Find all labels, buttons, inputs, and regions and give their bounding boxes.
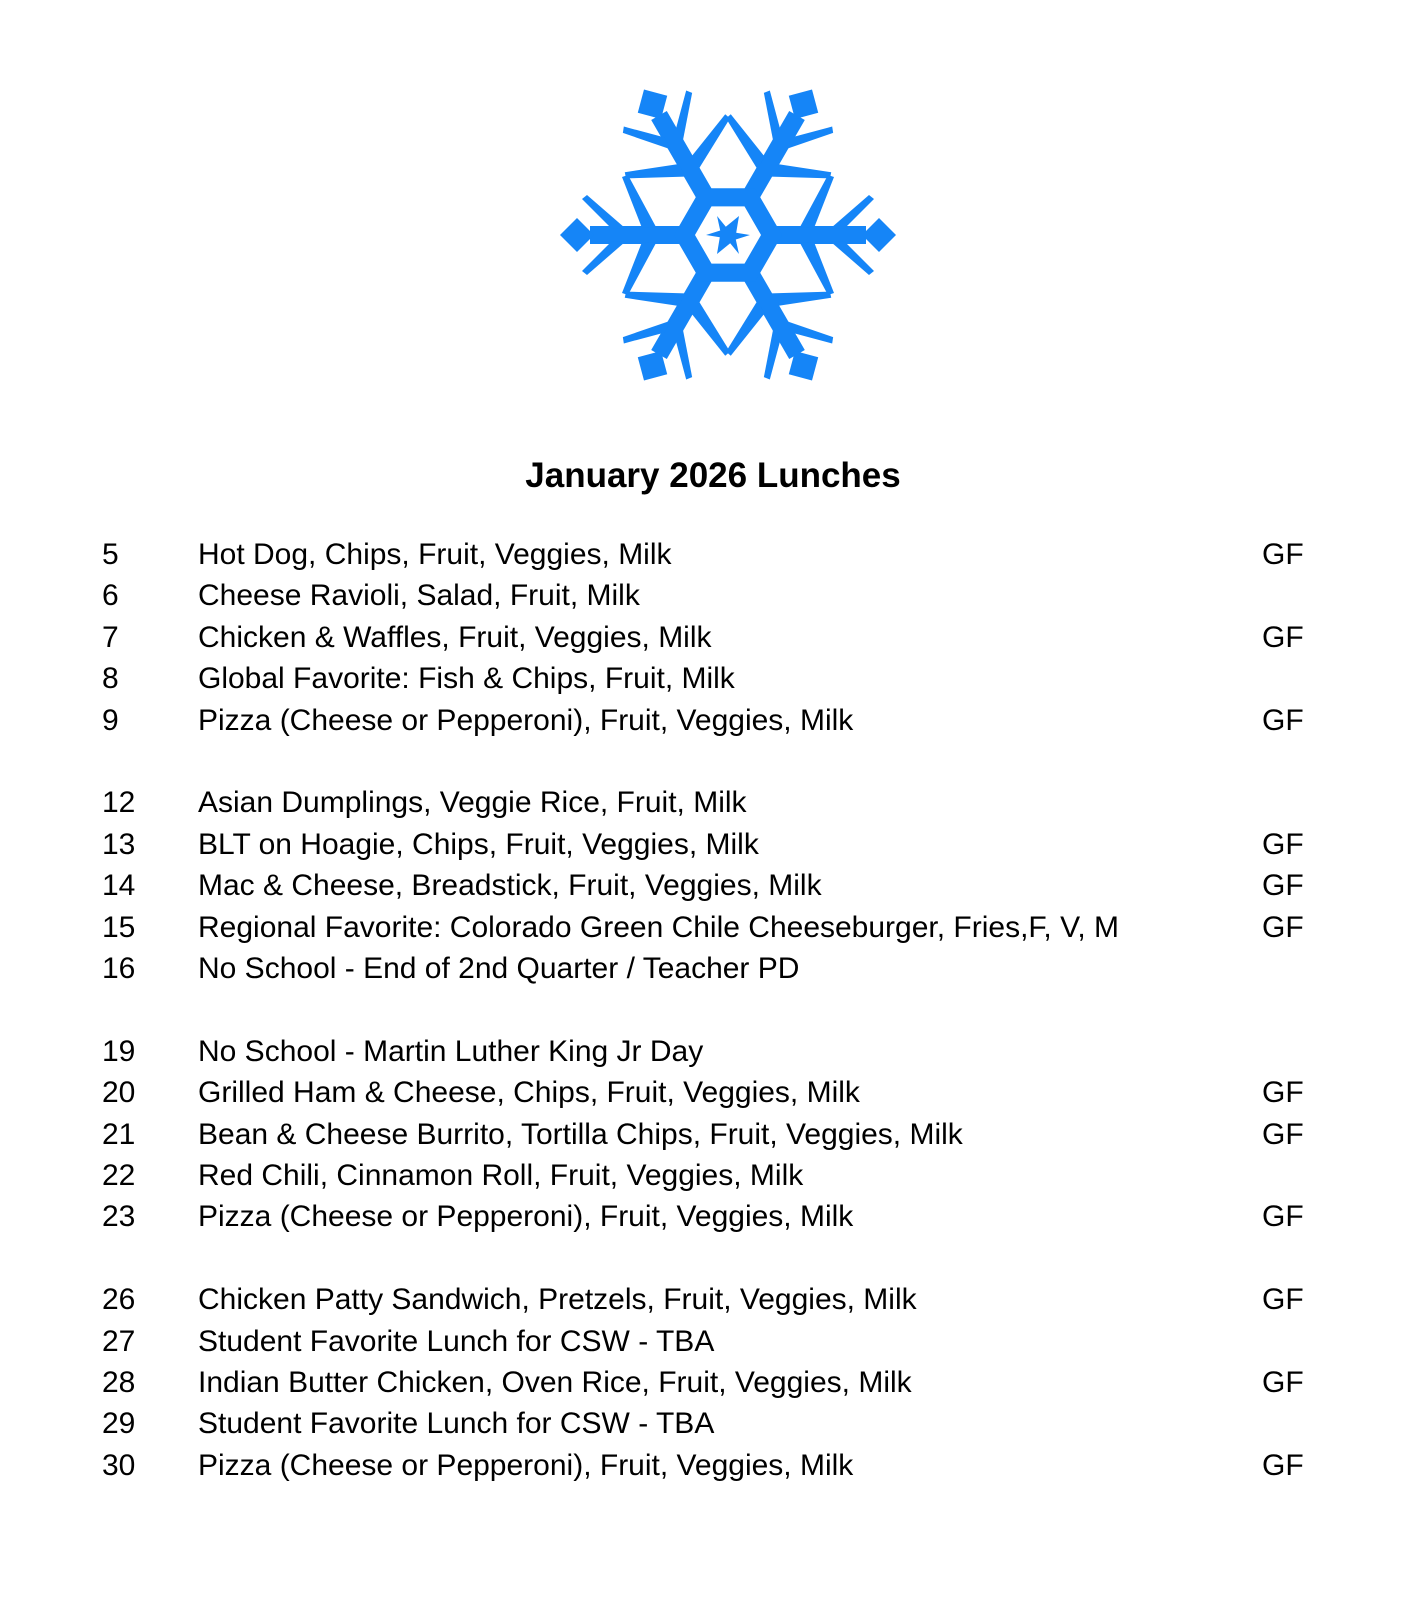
lunch-day: 12 [102, 786, 136, 820]
lunch-menu-text: Chicken & Waffles, Fruit, Veggies, Milk [198, 620, 712, 654]
lunch-row [0, 1155, 1426, 1197]
lunch-row [0, 1114, 1426, 1156]
lunch-menu-text: Asian Dumplings, Veggie Rice, Fruit, Milk [198, 786, 747, 820]
gluten-free-marker: GF [1262, 620, 1304, 654]
lunch-day: 5 [102, 538, 119, 571]
lunch-day: 26 [102, 1283, 136, 1317]
lunch-menu-text: Pizza (Cheese or Pepperoni), Fruit, Veggies, Milk [198, 1200, 854, 1234]
lunch-row [0, 534, 1426, 576]
lunch-row [0, 1279, 1426, 1321]
lunch-menu-text: Student Favorite Lunch for CSW - TBA [198, 1324, 715, 1358]
lunch-row [0, 948, 1426, 990]
lunch-day: 7 [102, 620, 119, 654]
lunch-row [0, 575, 1426, 617]
lunch-row [0, 1031, 1426, 1073]
lunch-day: 23 [102, 1200, 136, 1234]
lunch-row [0, 1196, 1426, 1238]
lunch-menu-text: Bean & Cheese Burrito, Tortilla Chips, Fruit, Veggies, Milk [198, 1117, 963, 1151]
lunch-day: 9 [102, 703, 119, 737]
lunch-menu-text: Red Chili, Cinnamon Roll, Fruit, Veggies, Milk [198, 1159, 804, 1192]
gluten-free-marker: GF [1262, 1366, 1304, 1399]
lunch-menu-text: Indian Butter Chicken, Oven Rice, Fruit, Veggies, Milk [198, 1366, 912, 1399]
lunch-menu-text: Hot Dog, Chips, Fruit, Veggies, Milk [198, 538, 672, 571]
lunch-day: 15 [102, 910, 136, 944]
lunch-day: 21 [102, 1117, 136, 1151]
gluten-free-marker: GF [1262, 910, 1304, 944]
lunch-row [0, 700, 1426, 742]
lunch-day: 13 [102, 827, 136, 861]
gluten-free-marker: GF [1262, 1076, 1304, 1110]
lunch-day: 22 [102, 1159, 136, 1192]
lunch-menu-text: Global Favorite: Fish & Chips, Fruit, Milk [198, 662, 735, 696]
lunch-row [0, 907, 1426, 949]
gluten-free-marker: GF [1262, 869, 1304, 903]
lunch-row [0, 617, 1426, 659]
lunch-row [0, 865, 1426, 907]
lunch-row [0, 1362, 1426, 1404]
lunch-day: 20 [102, 1076, 136, 1110]
gluten-free-marker: GF [1262, 703, 1304, 737]
lunch-menu-text: No School - Martin Luther King Jr Day [198, 1034, 704, 1068]
lunch-day: 8 [102, 662, 119, 696]
lunch-menu-text: Pizza (Cheese or Pepperoni), Fruit, Veggies, Milk [198, 703, 854, 737]
lunch-row [0, 1321, 1426, 1363]
lunch-row [0, 1445, 1426, 1487]
page-title: January 2026 Lunches [525, 456, 901, 495]
lunch-day: 19 [102, 1034, 136, 1068]
lunch-row [0, 1072, 1426, 1114]
lunch-menu-text: Pizza (Cheese or Pepperoni), Fruit, Veggies, Milk [198, 1448, 854, 1482]
lunch-day: 28 [102, 1366, 136, 1399]
gluten-free-marker: GF [1262, 1448, 1304, 1482]
gluten-free-marker: GF [1262, 1200, 1304, 1234]
lunch-menu-text: Mac & Cheese, Breadstick, Fruit, Veggies, Milk [198, 869, 822, 903]
lunch-day: 6 [102, 579, 119, 613]
lunch-row [0, 782, 1426, 824]
lunch-day: 30 [102, 1448, 136, 1482]
lunch-menu-text: Chicken Patty Sandwich, Pretzels, Fruit, Veggies, Milk [198, 1283, 917, 1317]
lunch-day: 29 [102, 1407, 136, 1441]
lunch-menu-text: Regional Favorite: Colorado Green Chile Cheeseburger, Fries,F, V, M [198, 910, 1120, 944]
lunch-menu-text: No School - End of 2nd Quarter / Teacher PD [198, 952, 800, 985]
lunch-menu-text: Student Favorite Lunch for CSW - TBA [198, 1407, 715, 1441]
gluten-free-marker: GF [1262, 827, 1304, 861]
gluten-free-marker: GF [1262, 1117, 1304, 1151]
lunch-menu-text: Cheese Ravioli, Salad, Fruit, Milk [198, 579, 640, 613]
lunch-day: 14 [102, 869, 136, 903]
lunch-row [0, 1403, 1426, 1445]
lunch-day: 27 [102, 1324, 136, 1358]
gluten-free-marker: GF [1262, 538, 1304, 571]
lunch-menu-text: BLT on Hoagie, Chips, Fruit, Veggies, Milk [198, 827, 759, 861]
gluten-free-marker: GF [1262, 1283, 1304, 1317]
lunch-row [0, 658, 1426, 700]
lunch-day: 16 [102, 952, 136, 985]
lunch-row [0, 824, 1426, 866]
lunch-menu-text: Grilled Ham & Cheese, Chips, Fruit, Veggies, Milk [198, 1076, 860, 1110]
